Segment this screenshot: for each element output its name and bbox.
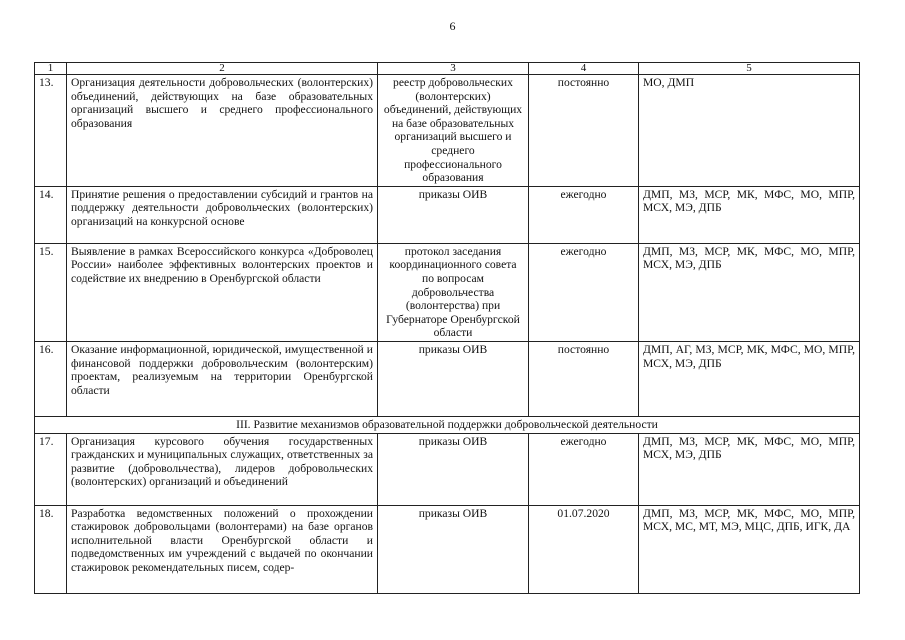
row-number: 14. bbox=[35, 186, 67, 243]
document-cell: приказы ОИВ bbox=[378, 433, 529, 505]
action-cell: Принятие решения о предоставлении субсидий и грантов на поддержку деятельности добровольческих (волонтерских) организаций на конкурсной основе bbox=[67, 186, 378, 243]
document-cell: приказы ОИВ bbox=[378, 341, 529, 416]
row-number: 13. bbox=[35, 75, 67, 187]
executors-cell: ДМП, МЗ, МСР, МК, МФС, МО, МПР, МСХ, МЭ, ДПБ bbox=[639, 433, 860, 505]
table-row bbox=[35, 243, 860, 341]
document-cell: приказы ОИВ bbox=[378, 186, 529, 243]
column-number: 4 bbox=[529, 63, 639, 75]
action-cell: Организация курсового обучения государственных гражданских и муниципальных служащих, ответственных за развитие (добровольчества), лидеров добровольческих (волонтерских) организаций и объединений bbox=[67, 433, 378, 505]
table-row bbox=[35, 75, 860, 187]
deadline-cell: постоянно bbox=[529, 341, 639, 416]
executors-cell: ДМП, МЗ, МСР, МК, МФС, МО, МПР, МСХ, МЭ, ДПБ bbox=[639, 186, 860, 243]
action-cell: Разработка ведомственных положений о прохождении стажировок добровольцами (волонтерами) на базе органов исполнительной власти Оренбургской области и подведомственных им учреждений с выдачей по окончании стажировок рекомендательных писем, содер- bbox=[67, 505, 378, 593]
executors-cell: ДМП, АГ, МЗ, МСР, МК, МФС, МО, МПР, МСХ, МЭ, ДПБ bbox=[639, 341, 860, 416]
action-cell: Выявление в рамках Всероссийского конкурса «Доброволец России» наиболее эффективных волонтерских проектов и содействие их внедрению в Оренбургской области bbox=[67, 243, 378, 341]
table-row bbox=[35, 186, 860, 243]
action-cell: Организация деятельности добровольческих (волонтерских) объединений, действующих на базе образовательных организаций высшего и среднего профессионального образования bbox=[67, 75, 378, 187]
executors-cell: ДМП, МЗ, МСР, МК, МФС, МО, МПР, МСХ, МС, МТ, МЭ, МЦС, ДПБ, ИГК, ДА bbox=[639, 505, 860, 593]
column-number: 3 bbox=[378, 63, 529, 75]
deadline-cell: ежегодно bbox=[529, 243, 639, 341]
document-cell: приказы ОИВ bbox=[378, 505, 529, 593]
table-row bbox=[35, 341, 860, 416]
column-number: 1 bbox=[35, 63, 67, 75]
deadline-cell: ежегодно bbox=[529, 186, 639, 243]
plan-table bbox=[34, 62, 860, 594]
executors-cell: МО, ДМП bbox=[639, 75, 860, 187]
column-number-row bbox=[35, 63, 860, 75]
row-number: 18. bbox=[35, 505, 67, 593]
section-row bbox=[35, 416, 860, 433]
deadline-cell: 01.07.2020 bbox=[529, 505, 639, 593]
column-number: 5 bbox=[639, 63, 860, 75]
executors-cell: ДМП, МЗ, МСР, МК, МФС, МО, МПР, МСХ, МЭ, ДПБ bbox=[639, 243, 860, 341]
column-number: 2 bbox=[67, 63, 378, 75]
document-cell: реестр добровольческих (волонтерских) объединений, действующих на базе образовательных организаций высшего и среднего профессионального образования bbox=[378, 75, 529, 187]
document-cell: протокол заседания координационного совета по вопросам добровольчества (волонтерства) при Губернаторе Оренбургской области bbox=[378, 243, 529, 341]
deadline-cell: постоянно bbox=[529, 75, 639, 187]
row-number: 15. bbox=[35, 243, 67, 341]
table-row bbox=[35, 505, 860, 593]
deadline-cell: ежегодно bbox=[529, 433, 639, 505]
section-title: III. Развитие механизмов образовательной поддержки добровольческой деятельности bbox=[35, 416, 860, 433]
table-row bbox=[35, 433, 860, 505]
action-cell: Оказание информационной, юридической, имущественной и финансовой поддержки добровольческим (волонтерским) проектам, реализуемым на территории Оренбургской области bbox=[67, 341, 378, 416]
row-number: 16. bbox=[35, 341, 67, 416]
row-number: 17. bbox=[35, 433, 67, 505]
page-number: 6 bbox=[449, 19, 456, 33]
